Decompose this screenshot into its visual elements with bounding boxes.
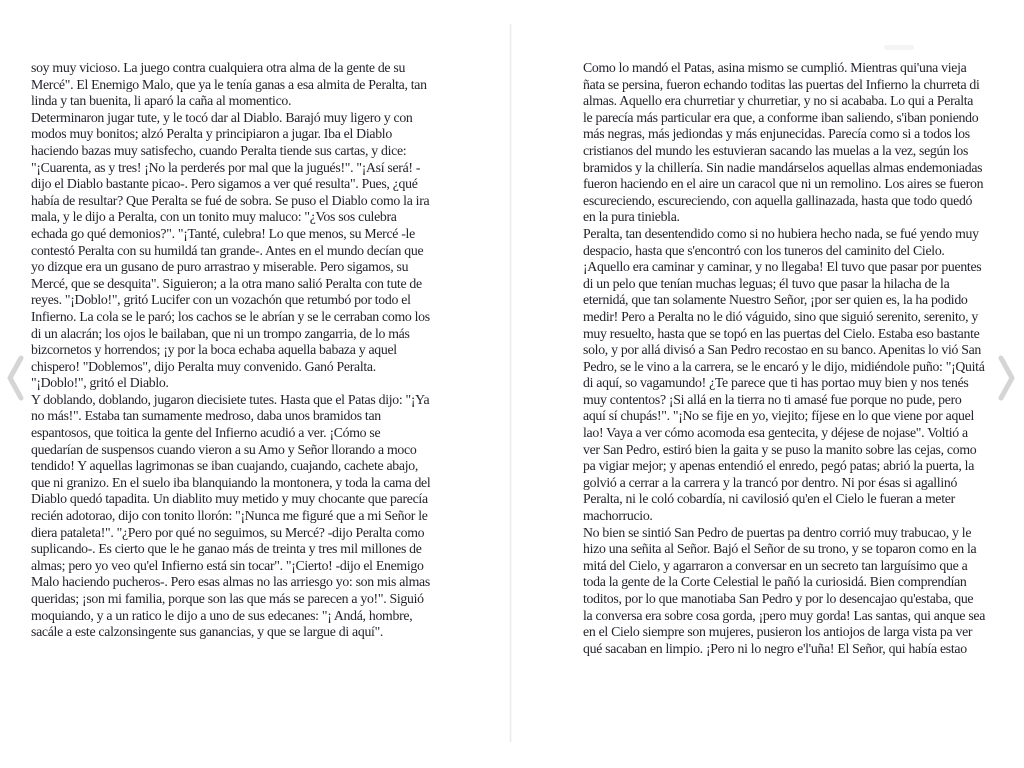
chevron-left-icon bbox=[5, 354, 25, 402]
text-line: hizo una señita al Señor. Bajó el Señor de su trono, y se toparon como en la bbox=[583, 541, 977, 557]
text-line: Determinaron jugar tute, y le tocó dar al Diablo. Barajó muy ligero y con bbox=[31, 109, 413, 125]
text-line: que ni granizo. En el suelo iba blanquiando la montonera, y toda la cama del bbox=[31, 474, 431, 490]
next-page-button[interactable] bbox=[994, 352, 1020, 404]
text-line: bramidos y la chillería. Sin nadie mandárselos aquellas almas endemoniadas bbox=[583, 159, 983, 175]
text-line: Mercé, que se desquita". Siguieron; a la otra mano salió Peralta con tute de bbox=[31, 275, 422, 291]
text-line: toda la gente de la Corte Celestial le pañó la curiosidá. Bien comprendían bbox=[583, 574, 967, 590]
text-line: escureciendo, escureciendo, con aquella gallinazada, hasta que todo quedó bbox=[583, 192, 973, 208]
text-line: qué sacaban en limpio. ¡Pero ni lo negro e'l'uña! El Señor, qui había estao bbox=[583, 640, 967, 656]
text-line: en la pura tiniebla. bbox=[583, 209, 680, 225]
text-line: di aquí, so vagamundo! ¿Te parece que ti has portao muy bien y nos tenés bbox=[583, 375, 969, 391]
text-line: reyes. "¡Doblo!", gritó Lucifer con un vozachón que retumbó por todo el bbox=[31, 292, 411, 308]
text-line: ¡Aquello era caminar y caminar, y no llegaba! El tuvo que pasar por puentes bbox=[583, 259, 982, 275]
text-line: quedarían de suspensos cuando vieron a su Amo y Señor llorando a moco bbox=[31, 441, 417, 457]
text-line: di un pelo que tenían muchas leguas; él tuvo que pasar la hilacha de la bbox=[583, 275, 950, 291]
text-line: muy contentos? ¡Si allá en la tierra no ti amasé fue porque no pude, pero bbox=[583, 391, 962, 407]
text-line: la conversa era sobre cosa gorda, ¡pero muy gorda! Las santas, qui anque sea bbox=[583, 607, 986, 623]
text-line: muy resuelto, hasta que se topó en las puertas del Cielo. Estaba eso bastante bbox=[583, 325, 980, 341]
text-line: lao! Vaya a ver cómo acomoda esa gentecita, y déjese de nojase". Voltió a bbox=[583, 425, 968, 441]
text-line: sacále a este calzonsingente sus ganancias, y que se largue di aquí". bbox=[31, 624, 384, 640]
text-line: aquí sí chupás!". "¡No se fije en yo, viejito; fíjese en lo que viene por aquel bbox=[583, 408, 975, 424]
text-line: más negras, más jediondas y más enjunecidas. Parecía como si a todos los bbox=[583, 126, 970, 142]
text-line: No bien se sintió San Pedro de puertas pa dentro corrió muy trabucao, y le bbox=[583, 524, 972, 540]
text-line: almas. Aquello era churretiar y churretiar, y no si acababa. Lo qui a Peralta bbox=[583, 93, 974, 109]
text-line: golvió a cerrar a la carrera y la trancó por dentro. Ni por ésas si agallinó bbox=[583, 474, 958, 490]
paragraph bbox=[31, 375, 493, 392]
chevron-right-icon bbox=[997, 354, 1017, 402]
paragraph bbox=[583, 525, 1017, 658]
text-line: había de resultar? Que Peralta se fué de sobra. Se puso el Diablo como la ira bbox=[31, 192, 430, 208]
text-line: fueron haciendo en el aire un caracol que ni un remolino. Los aires se fueron bbox=[583, 176, 984, 192]
text-line: Infierno. La cola se le paró; los cachos se le abrían y se le cerraban como los bbox=[31, 308, 430, 324]
text-line: medir! Pero a Peralta no le dió váguido, sino que siguió serenito, serenito, y bbox=[583, 308, 979, 324]
faded-ui-artifact bbox=[884, 45, 914, 50]
text-line: toditos, por lo que manotiaba San Pedro y por lo desencajao qu'estaba, que bbox=[583, 591, 974, 606]
text-line: diera pataleta!". "¿Pero por qué no seguimos, su Mercé? -dijo Peralta como bbox=[31, 524, 425, 540]
text-line: Malo haciendo pucheros-. Pero esas almas no las arriesgo yo: son mis almas bbox=[31, 574, 430, 590]
text-line: "¡Doblo!", gritó el Diablo. bbox=[31, 375, 169, 391]
paragraph bbox=[583, 259, 1017, 525]
text-line: queridas; ¡son mi familia, porque son las que más se parecen a yo!". Siguió bbox=[31, 591, 424, 606]
text-line: recién adotorao, dijo con tonito llorón: "¡Nunca me figuré que a mi Señor le bbox=[31, 508, 428, 524]
text-line: espantosos, que toitica la gente del Infierno acudió a ver. ¡Cómo se bbox=[31, 425, 381, 441]
text-line: Y doblando, doblando, jugaron diecisiete tutes. Hasta que el Patas dijo: "¡Ya bbox=[31, 391, 430, 407]
text-line: en el Cielo siempre son mujeres, pusieron los antiojos de larga vista pa ver bbox=[583, 624, 973, 640]
page-divider bbox=[510, 24, 511, 742]
text-line: le parecía más particular era que, a conforme iban saliendo, s'iban poniendo bbox=[583, 109, 979, 125]
text-line: moquiando, y a un ratico le dijo a uno de sus edecanes: "¡ Andá, hombre, bbox=[31, 607, 413, 623]
text-line: solo, y por allá divisó a San Pedro recostao en su banco. Apenitas lo vió San bbox=[583, 342, 982, 358]
text-line: no más!". Estaba tan sumamente medroso, daba unos bramidos tan bbox=[31, 408, 381, 424]
paragraph bbox=[583, 226, 1017, 259]
paragraph bbox=[31, 392, 493, 641]
text-line: mitá del Cielo, y agarraron a conversar en un secreto tan larguísimo que a bbox=[583, 557, 968, 573]
text-line: yo dizque era un gusano de puro arrastrao y miserable. Pero sigamos, su bbox=[31, 259, 409, 275]
text-line: ver San Pedro, estiró bien la gaita y se puso la manito sobre las cejas, como bbox=[583, 441, 977, 457]
paragraph bbox=[583, 60, 1017, 226]
text-line: cristianos del mundo les estuvieran sacando las muelas a la vez, según los bbox=[583, 142, 969, 158]
text-line: dijo el Diablo bastante picao-. Pero sigamos a ver qué resulta". Pues, ¿qué bbox=[31, 176, 418, 192]
text-line: Mercé". El Enemigo Malo, que ya le tenía ganas a esa almita de Peralta, tan bbox=[31, 76, 427, 92]
text-line: tendido! Y aquellas lagrimonas se iban cuajando, cuajando, cachete abajo, bbox=[31, 458, 418, 474]
text-line: "¡Cuarenta, as y tres! ¡No la perderés por mal que la jugués!". "¡Así será! - bbox=[31, 159, 421, 175]
text-line: modos muy bonitos; alzó Peralta y principiaron a jugar. Iba el Diablo bbox=[31, 126, 392, 142]
text-line: chispero! "Doblemos", dijo Peralta muy convenido. Ganó Peralta. bbox=[31, 358, 376, 374]
text-line: Como lo mandó el Patas, asina mismo se cumplió. Mientras qui'una vieja bbox=[583, 60, 967, 75]
paragraph bbox=[31, 110, 493, 376]
text-line: haciendo bazas muy satisfecho, cuando Peralta tiende sus cartas, y dice: bbox=[31, 142, 407, 158]
text-line: Diablo quedó tapadita. Un diablito muy metido y muy chocante que parecía bbox=[31, 491, 428, 507]
text-line: ñata se persina, fueron echando toditas las puertas del Infierno la churreta di bbox=[583, 76, 980, 92]
text-line: soy muy vicioso. La juego contra cualquiera otra alma de la gente de su bbox=[31, 60, 406, 75]
text-line: pa vigiar mejor; y apenas entendió el enredo, pegó patas; abrió la puerta, la bbox=[583, 458, 975, 474]
text-line: linda y tan buenita, li aparó la caña al momentico. bbox=[31, 93, 292, 109]
page-right bbox=[583, 60, 1017, 657]
text-line: despacio, hasta que s'encontró con los tuneros del caminito del Cielo. bbox=[583, 242, 945, 258]
text-line: mala, y le dijo a Peralta, con un tonito muy maluco: "¿Vos sos culebra bbox=[31, 209, 397, 225]
prev-page-button[interactable] bbox=[2, 352, 28, 404]
text-line: bizcornetos y horrendos; ¡y por la boca echaba aquella babaza y aquel bbox=[31, 342, 397, 358]
text-line: machorrucio. bbox=[583, 508, 653, 524]
text-line: contestó Peralta con su humildá tan grande-. Antes en el mundo decían que bbox=[31, 242, 424, 258]
text-line: Pedro, se le vino a la carrera, se le encaró y le dijo, midiéndole puño: "¡Quitá bbox=[583, 358, 985, 374]
text-line: almas; pero yo veo qu'el Infierno está sin tocar". "¡Cierto! -dijo el Enemigo bbox=[31, 557, 424, 573]
text-line: echada go qué demonios?". "¡Tanté, culebra! Lo que menos, su Mercé -le bbox=[31, 225, 415, 241]
text-line: Peralta, tan desentendido como si no hubiera hecho nada, se fué yendo muy bbox=[583, 225, 979, 241]
paragraph bbox=[31, 60, 493, 110]
page-left bbox=[31, 60, 493, 641]
text-line: Peralta, ni le coló cobardía, ni cavilosió qu'en el Cielo le fueran a meter bbox=[583, 491, 955, 507]
text-line: suplicando-. Es cierto que le he ganao más de treinta y tres mil millones de bbox=[31, 541, 422, 557]
text-line: di un alacrán; los ojos le bailaban, que ni un trompo zangarria, de lo más bbox=[31, 325, 410, 341]
text-line: eternidá, que tan solamente Nuestro Señor, ¡por ser quien es, la ha podido bbox=[583, 292, 968, 308]
